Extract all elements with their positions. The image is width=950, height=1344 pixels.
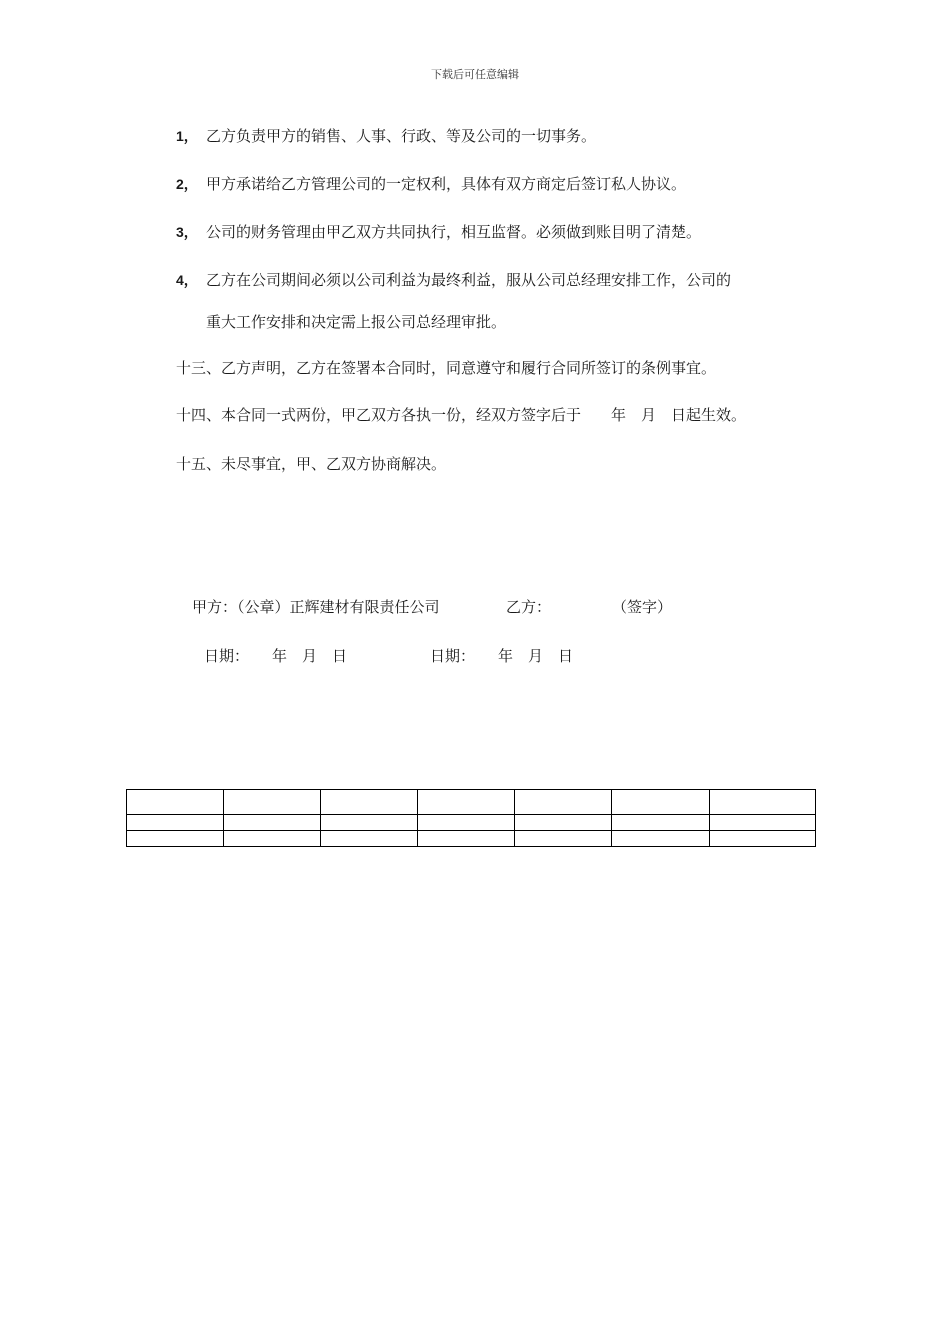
list-item-1 (176, 126, 596, 146)
item-number: 3， (176, 224, 198, 240)
item-text: 甲方承诺给乙方管理公司的一定权利，具体有双方商定后签订私人协议。 (206, 175, 687, 193)
clause-15: 十五、未尽事宜，甲、乙双方协商解决。 (176, 455, 447, 473)
table-cell (612, 831, 710, 847)
table-cell (418, 831, 515, 847)
list-item-2 (176, 174, 686, 194)
table-cell (321, 790, 418, 815)
clause-13: 十三、乙方声明，乙方在签署本合同时，同意遵守和履行合同所签订的条例事宜。 (176, 359, 717, 377)
table-cell (127, 790, 224, 815)
table-cell (612, 815, 710, 831)
date-b-label: 日期： (430, 647, 476, 665)
table-cell (321, 815, 418, 831)
item-text: 乙方负责甲方的销售、人事、行政、等及公司的一切事务。 (206, 127, 597, 145)
list-item-3 (176, 222, 701, 242)
table-cell (418, 815, 515, 831)
table-cell (224, 790, 321, 815)
table-cell (224, 815, 321, 831)
table-row (127, 831, 816, 847)
table-cell (224, 831, 321, 847)
list-item-4 (176, 270, 731, 290)
item-number: 2， (176, 176, 198, 192)
item-text: 乙方在公司期间必须以公司利益为最终利益，服从公司总经理安排工作，公司的 (206, 271, 732, 289)
table-cell (710, 815, 816, 831)
item-number: 1， (176, 128, 198, 144)
party-a-signature: 甲方：（公章）正辉建材有限责任公司 (192, 598, 440, 616)
header-note: 下载后可任意编辑 (431, 68, 519, 81)
item-text: 公司的财务管理由甲乙双方共同执行，相互监督。必须做到账目明了清楚。 (206, 223, 702, 241)
table-cell (418, 790, 515, 815)
clause-14: 十四、本合同一式两份，甲乙双方各执一份，经双方签字后于 年 月 日起生效。 (176, 406, 747, 424)
table-cell (515, 831, 612, 847)
item-number: 4， (176, 272, 198, 288)
table-row (127, 815, 816, 831)
sign-mark: （签字） (612, 598, 673, 616)
table-cell (127, 831, 224, 847)
empty-table (126, 789, 816, 847)
table-cell (321, 831, 418, 847)
party-b-signature: 乙方： (506, 598, 552, 616)
date-b-fields: 年 月 日 (498, 647, 574, 665)
table-cell (515, 815, 612, 831)
table-cell (612, 790, 710, 815)
table-cell (710, 790, 816, 815)
table-row (127, 790, 816, 815)
table-cell (710, 831, 816, 847)
table-cell (127, 815, 224, 831)
date-a-fields: 年 月 日 (272, 647, 348, 665)
list-item-4-continuation: 重大工作安排和决定需上报公司总经理审批。 (206, 313, 507, 331)
table-cell (515, 790, 612, 815)
date-a-label: 日期： (204, 647, 250, 665)
